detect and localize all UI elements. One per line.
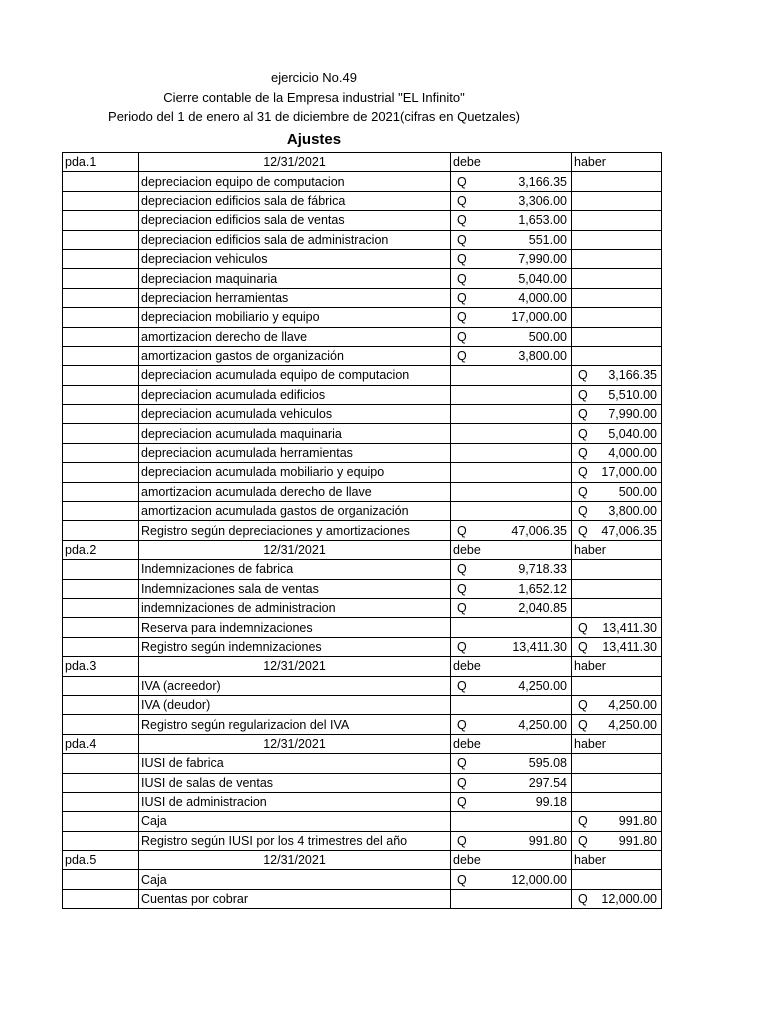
- account-description-cell: depreciacion acumulada vehiculos: [139, 405, 451, 424]
- entry-number-cell: [63, 424, 139, 443]
- account-description-cell: IUSI de administracion: [139, 792, 451, 811]
- debe-cell: [451, 385, 572, 404]
- debe-cell: [451, 695, 572, 714]
- entry-number-cell: pda.4: [63, 734, 139, 753]
- debit-amount: 2,040.85: [518, 601, 567, 616]
- ledger-row: [63, 812, 662, 831]
- haber-cell: [572, 773, 662, 792]
- currency-symbol: Q: [457, 717, 467, 732]
- debe-cell: debe: [451, 540, 572, 559]
- haber-cell: [572, 521, 662, 540]
- debe-cell: [451, 676, 572, 695]
- haber-cell: [572, 715, 662, 734]
- debit-amount: 595.08: [528, 756, 567, 771]
- ledger-row: [63, 637, 662, 656]
- haber-cell: [572, 502, 662, 521]
- entry-date-cell: 12/31/2021: [139, 540, 451, 559]
- account-description-cell: depreciacion acumulada edificios: [139, 385, 451, 404]
- credit-amount: 991.80: [618, 814, 657, 829]
- entry-date-cell: 12/31/2021: [139, 734, 451, 753]
- account-description-cell: amortizacion gastos de organización: [139, 346, 451, 365]
- ledger-row: [63, 385, 662, 404]
- entry-number-cell: pda.1: [63, 153, 139, 172]
- entry-number-cell: [63, 502, 139, 521]
- entry-number-cell: [63, 831, 139, 850]
- debit-amount: 17,000.00: [511, 310, 567, 325]
- haber-cell: [572, 366, 662, 385]
- haber-cell: [572, 385, 662, 404]
- entry-number-cell: [63, 308, 139, 327]
- ledger-row: [63, 482, 662, 501]
- entry-number-cell: pda.2: [63, 540, 139, 559]
- entry-number-cell: pda.3: [63, 657, 139, 676]
- ledger-row: [63, 327, 662, 346]
- account-description-cell: depreciacion equipo de computacion: [139, 172, 451, 191]
- debit-amount: 1,653.00: [518, 213, 567, 228]
- haber-cell: haber: [572, 540, 662, 559]
- account-description-cell: depreciacion acumulada mobiliario y equipo: [139, 463, 451, 482]
- haber-cell: haber: [572, 851, 662, 870]
- haber-cell: [572, 308, 662, 327]
- currency-symbol: Q: [457, 232, 467, 247]
- ledger-row: [63, 346, 662, 365]
- haber-cell: [572, 579, 662, 598]
- debit-amount: 4,000.00: [518, 290, 567, 305]
- currency-symbol: Q: [457, 833, 467, 848]
- credit-amount: 5,040.00: [608, 426, 657, 441]
- currency-symbol: Q: [578, 639, 588, 654]
- currency-symbol: Q: [578, 426, 588, 441]
- credit-amount: 17,000.00: [601, 465, 657, 480]
- ledger-row: [63, 560, 662, 579]
- debit-amount: 9,718.33: [518, 562, 567, 577]
- ledger-row: [63, 230, 662, 249]
- haber-cell: haber: [572, 734, 662, 753]
- debit-amount: 500.00: [528, 329, 567, 344]
- currency-symbol: Q: [457, 290, 467, 305]
- ledger-row: [63, 424, 662, 443]
- account-description-cell: depreciacion acumulada herramientas: [139, 443, 451, 462]
- entry-date-cell: 12/31/2021: [139, 153, 451, 172]
- debe-cell: [451, 598, 572, 617]
- credit-amount: 47,006.35: [601, 523, 657, 538]
- haber-cell: [572, 618, 662, 637]
- ledger-row: [63, 831, 662, 850]
- currency-symbol: Q: [578, 523, 588, 538]
- currency-symbol: Q: [457, 523, 467, 538]
- ledger-row: [63, 249, 662, 268]
- ledger-row: [63, 463, 662, 482]
- haber-cell: [572, 560, 662, 579]
- currency-symbol: Q: [457, 174, 467, 189]
- account-description-cell: IVA (deudor): [139, 695, 451, 714]
- haber-cell: [572, 792, 662, 811]
- entry-number-cell: [63, 385, 139, 404]
- account-description-cell: depreciacion edificios sala de fábrica: [139, 191, 451, 210]
- debe-cell: [451, 172, 572, 191]
- entry-number-cell: [63, 870, 139, 889]
- ledger-row: [63, 773, 662, 792]
- haber-cell: [572, 346, 662, 365]
- entry-number-cell: [63, 754, 139, 773]
- credit-amount: 4,250.00: [608, 717, 657, 732]
- debe-cell: [451, 521, 572, 540]
- entry-number-cell: [63, 812, 139, 831]
- entry-header-row: [63, 657, 662, 676]
- debit-amount: 99.18: [535, 795, 567, 810]
- debe-cell: [451, 812, 572, 831]
- entry-number-cell: [63, 172, 139, 191]
- currency-symbol: Q: [457, 349, 467, 364]
- debe-cell: [451, 889, 572, 908]
- account-description-cell: depreciacion vehiculos: [139, 249, 451, 268]
- haber-cell: [572, 463, 662, 482]
- entry-number-cell: [63, 366, 139, 385]
- account-description-cell: indemnizaciones de administracion: [139, 598, 451, 617]
- entry-number-cell: [63, 715, 139, 734]
- account-description-cell: amortizacion acumulada derecho de llave: [139, 482, 451, 501]
- ledger-row: [63, 366, 662, 385]
- ledger-row: [63, 676, 662, 695]
- debe-cell: [451, 463, 572, 482]
- ledger-row: [63, 521, 662, 540]
- debit-amount: 3,800.00: [518, 349, 567, 364]
- entry-number-cell: [63, 230, 139, 249]
- debit-amount: 3,166.35: [518, 174, 567, 189]
- haber-cell: [572, 889, 662, 908]
- haber-cell: [572, 812, 662, 831]
- adjustments-ledger: [62, 152, 662, 909]
- account-description-cell: depreciacion herramientas: [139, 288, 451, 307]
- credit-amount: 5,510.00: [608, 387, 657, 402]
- currency-symbol: Q: [457, 329, 467, 344]
- debe-cell: [451, 579, 572, 598]
- debit-amount: 13,411.30: [512, 639, 567, 654]
- entry-number-cell: [63, 482, 139, 501]
- credit-amount: 13,411.30: [602, 639, 657, 654]
- account-description-cell: Registro según indemnizaciones: [139, 637, 451, 656]
- section-title: Ajustes: [286, 131, 342, 148]
- account-description-cell: Cuentas por cobrar: [139, 889, 451, 908]
- account-description-cell: depreciacion edificios sala de administracion: [139, 230, 451, 249]
- credit-amount: 4,000.00: [608, 446, 657, 461]
- ledger-row: [63, 405, 662, 424]
- credit-amount: 3,166.35: [608, 368, 657, 383]
- haber-cell: [572, 598, 662, 617]
- debit-amount: 7,990.00: [518, 252, 567, 267]
- haber-cell: [572, 443, 662, 462]
- currency-symbol: Q: [578, 368, 588, 383]
- entry-number-cell: [63, 521, 139, 540]
- account-description-cell: Indemnizaciones sala de ventas: [139, 579, 451, 598]
- entry-number-cell: [63, 637, 139, 656]
- debe-cell: debe: [451, 153, 572, 172]
- debe-cell: [451, 502, 572, 521]
- currency-symbol: Q: [457, 252, 467, 267]
- ledger-row: [63, 618, 662, 637]
- entry-number-cell: [63, 269, 139, 288]
- entry-header-row: [63, 540, 662, 559]
- account-description-cell: Caja: [139, 812, 451, 831]
- currency-symbol: Q: [578, 465, 588, 480]
- credit-amount: 991.80: [618, 833, 657, 848]
- debe-cell: [451, 424, 572, 443]
- currency-symbol: Q: [457, 795, 467, 810]
- debit-amount: 4,250.00: [518, 717, 567, 732]
- ledger-row: [63, 792, 662, 811]
- currency-symbol: Q: [578, 504, 588, 519]
- debe-cell: [451, 346, 572, 365]
- debe-cell: [451, 792, 572, 811]
- debe-cell: debe: [451, 657, 572, 676]
- debe-cell: [451, 405, 572, 424]
- account-description-cell: Registro según IUSI por los 4 trimestres del año: [139, 831, 451, 850]
- entry-number-cell: [63, 676, 139, 695]
- account-description-cell: depreciacion acumulada equipo de computacion: [139, 366, 451, 385]
- credit-amount: 500.00: [618, 484, 657, 499]
- ledger-row: [63, 288, 662, 307]
- account-description-cell: Reserva para indemnizaciones: [139, 618, 451, 637]
- entry-date-cell: 12/31/2021: [139, 657, 451, 676]
- debe-cell: [451, 560, 572, 579]
- account-description-cell: depreciacion acumulada maquinaria: [139, 424, 451, 443]
- ledger-row: [63, 715, 662, 734]
- credit-amount: 12,000.00: [601, 892, 657, 907]
- account-description-cell: depreciacion maquinaria: [139, 269, 451, 288]
- period-title: Periodo del 1 de enero al 31 de diciembre de 2021(cifras en Quetzales): [108, 109, 520, 124]
- debit-amount: 1,652.12: [518, 581, 567, 596]
- debit-amount: 12,000.00: [511, 872, 567, 887]
- entry-date-cell: 12/31/2021: [139, 851, 451, 870]
- debit-amount: 5,040.00: [518, 271, 567, 286]
- debe-cell: [451, 637, 572, 656]
- debe-cell: [451, 482, 572, 501]
- currency-symbol: Q: [578, 407, 588, 422]
- account-description-cell: amortizacion acumulada gastos de organización: [139, 502, 451, 521]
- entry-number-cell: [63, 618, 139, 637]
- currency-symbol: Q: [578, 892, 588, 907]
- entry-number-cell: [63, 211, 139, 230]
- haber-cell: [572, 269, 662, 288]
- ledger-row: [63, 695, 662, 714]
- ledger-row: [63, 754, 662, 773]
- entry-number-cell: [63, 288, 139, 307]
- currency-symbol: Q: [578, 484, 588, 499]
- credit-amount: 4,250.00: [608, 698, 657, 713]
- currency-symbol: Q: [578, 833, 588, 848]
- haber-cell: [572, 424, 662, 443]
- entry-header-row: [63, 851, 662, 870]
- currency-symbol: Q: [457, 310, 467, 325]
- currency-symbol: Q: [457, 213, 467, 228]
- currency-symbol: Q: [457, 639, 467, 654]
- currency-symbol: Q: [457, 872, 467, 887]
- debe-cell: [451, 754, 572, 773]
- haber-cell: [572, 405, 662, 424]
- ledger-row: [63, 579, 662, 598]
- debe-cell: [451, 870, 572, 889]
- debe-cell: [451, 230, 572, 249]
- haber-cell: [572, 676, 662, 695]
- debe-cell: [451, 443, 572, 462]
- currency-symbol: Q: [457, 193, 467, 208]
- currency-symbol: Q: [457, 756, 467, 771]
- haber-cell: [572, 695, 662, 714]
- ledger-row: [63, 269, 662, 288]
- debe-cell: [451, 773, 572, 792]
- haber-cell: [572, 172, 662, 191]
- ledger-row: [63, 870, 662, 889]
- entry-number-cell: [63, 695, 139, 714]
- entry-header-row: [63, 153, 662, 172]
- debe-cell: [451, 249, 572, 268]
- debe-cell: [451, 831, 572, 850]
- haber-cell: [572, 230, 662, 249]
- credit-amount: 7,990.00: [608, 407, 657, 422]
- account-description-cell: Indemnizaciones de fabrica: [139, 560, 451, 579]
- haber-cell: [572, 482, 662, 501]
- debe-cell: [451, 366, 572, 385]
- haber-cell: [572, 754, 662, 773]
- account-description-cell: Caja: [139, 870, 451, 889]
- currency-symbol: Q: [457, 775, 467, 790]
- entry-number-cell: [63, 405, 139, 424]
- debit-amount: 47,006.35: [511, 523, 567, 538]
- account-description-cell: IVA (acreedor): [139, 676, 451, 695]
- haber-cell: [572, 249, 662, 268]
- account-description-cell: Registro según depreciaciones y amortizaciones: [139, 521, 451, 540]
- ledger-row: [63, 889, 662, 908]
- ledger-row: [63, 443, 662, 462]
- entry-number-cell: [63, 598, 139, 617]
- currency-symbol: Q: [578, 698, 588, 713]
- debe-cell: debe: [451, 851, 572, 870]
- company-title: Cierre contable de la Empresa industrial "EL Infinito": [163, 90, 465, 105]
- currency-symbol: Q: [457, 601, 467, 616]
- account-description-cell: depreciacion edificios sala de ventas: [139, 211, 451, 230]
- currency-symbol: Q: [578, 717, 588, 732]
- debit-amount: 297.54: [528, 775, 567, 790]
- haber-cell: haber: [572, 657, 662, 676]
- entry-number-cell: [63, 792, 139, 811]
- debe-cell: [451, 288, 572, 307]
- haber-cell: [572, 870, 662, 889]
- entry-number-cell: [63, 443, 139, 462]
- currency-symbol: Q: [457, 562, 467, 577]
- debe-cell: [451, 269, 572, 288]
- haber-cell: [572, 288, 662, 307]
- debe-cell: [451, 191, 572, 210]
- currency-symbol: Q: [457, 271, 467, 286]
- currency-symbol: Q: [457, 581, 467, 596]
- entry-number-cell: [63, 249, 139, 268]
- debe-cell: [451, 618, 572, 637]
- entry-number-cell: pda.5: [63, 851, 139, 870]
- entry-number-cell: [63, 191, 139, 210]
- debit-amount: 4,250.00: [518, 678, 567, 693]
- debe-cell: [451, 715, 572, 734]
- debe-cell: debe: [451, 734, 572, 753]
- entry-number-cell: [63, 346, 139, 365]
- debe-cell: [451, 308, 572, 327]
- entry-header-row: [63, 734, 662, 753]
- currency-symbol: Q: [578, 620, 588, 635]
- ledger-row: [63, 172, 662, 191]
- ledger-row: [63, 191, 662, 210]
- haber-cell: haber: [572, 153, 662, 172]
- debit-amount: 551.00: [528, 232, 567, 247]
- debe-cell: [451, 327, 572, 346]
- haber-cell: [572, 637, 662, 656]
- account-description-cell: amortizacion derecho de llave: [139, 327, 451, 346]
- entry-number-cell: [63, 327, 139, 346]
- debe-cell: [451, 211, 572, 230]
- ledger-row: [63, 598, 662, 617]
- entry-number-cell: [63, 889, 139, 908]
- debit-amount: 3,306.00: [518, 193, 567, 208]
- ledger-row: [63, 502, 662, 521]
- entry-number-cell: [63, 773, 139, 792]
- debit-amount: 991.80: [528, 833, 567, 848]
- ledger-row: [63, 308, 662, 327]
- credit-amount: 13,411.30: [602, 620, 657, 635]
- currency-symbol: Q: [578, 387, 588, 402]
- haber-cell: [572, 831, 662, 850]
- entry-number-cell: [63, 579, 139, 598]
- currency-symbol: Q: [578, 446, 588, 461]
- haber-cell: [572, 211, 662, 230]
- account-description-cell: IUSI de fabrica: [139, 754, 451, 773]
- credit-amount: 3,800.00: [608, 504, 657, 519]
- exercise-number: ejercicio No.49: [271, 70, 357, 85]
- currency-symbol: Q: [457, 678, 467, 693]
- haber-cell: [572, 327, 662, 346]
- account-description-cell: IUSI de salas de ventas: [139, 773, 451, 792]
- entry-number-cell: [63, 463, 139, 482]
- haber-cell: [572, 191, 662, 210]
- currency-symbol: Q: [578, 814, 588, 829]
- account-description-cell: Registro según regularizacion del IVA: [139, 715, 451, 734]
- account-description-cell: depreciacion mobiliario y equipo: [139, 308, 451, 327]
- ledger-row: [63, 211, 662, 230]
- entry-number-cell: [63, 560, 139, 579]
